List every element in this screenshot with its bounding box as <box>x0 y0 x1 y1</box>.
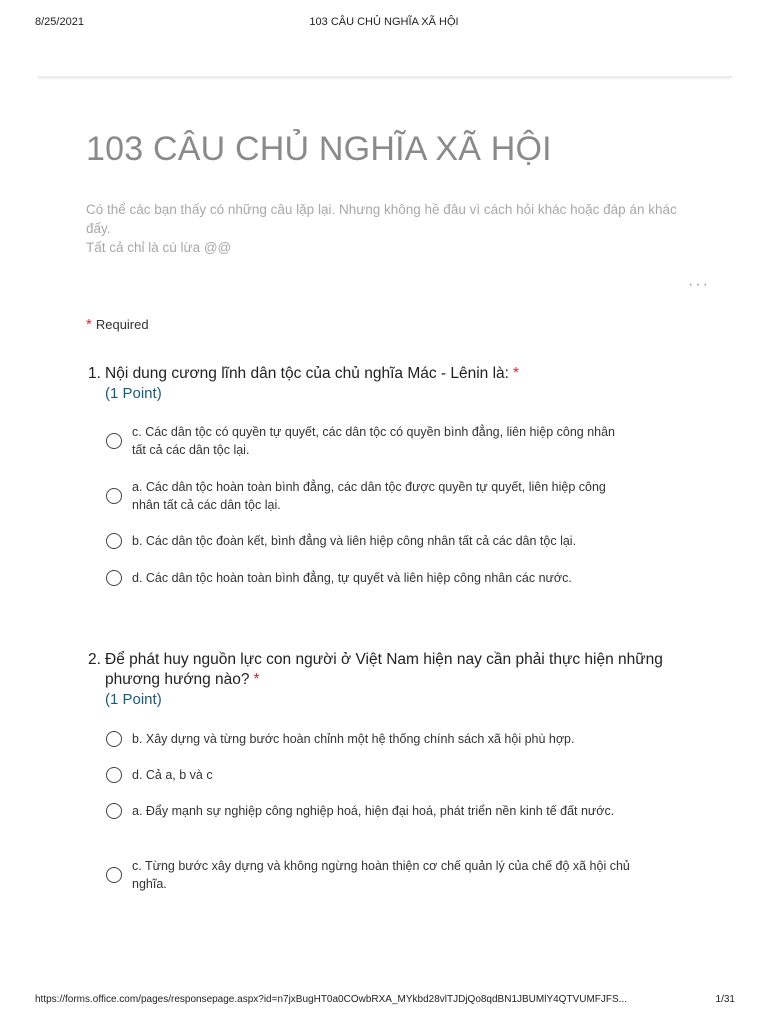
radio-button-icon[interactable] <box>106 767 122 783</box>
answer-option[interactable] <box>106 569 632 587</box>
option-label[interactable]: c. Các dân tộc có quyền tự quyết, các dân tộc có quyền bình đẳng, liên hiệp công nhân tất cả các dân tộc lại. <box>132 425 616 457</box>
radio-button-icon[interactable] <box>106 433 122 449</box>
option-label[interactable]: c. Từng bước xây dựng và không ngừng hoàn thiện cơ chế quản lý của chế độ xã hội chủ nghĩa. <box>132 859 630 891</box>
print-doc-title: 103 CÂU CHỦ NGHĨA XÃ HỘI <box>309 16 459 28</box>
answer-option[interactable] <box>106 802 632 820</box>
required-star: * <box>253 671 260 688</box>
required-label: Required <box>95 317 149 332</box>
radio-button-icon[interactable] <box>106 488 122 504</box>
question-points: (1 Point) <box>105 691 162 708</box>
answer-option[interactable] <box>106 423 632 459</box>
form-title: 103 CÂU CHỦ NGHĨA XÃ HỘI <box>86 130 552 168</box>
answer-option[interactable] <box>106 730 632 748</box>
question-number: 1. <box>88 365 101 382</box>
print-date: 8/25/2021 <box>35 16 84 28</box>
question-1 <box>88 364 708 404</box>
radio-button-icon[interactable] <box>106 570 122 586</box>
form-description-line: Tất cả chỉ là cú lừa @@ <box>86 240 232 255</box>
form-description-line: Có thể các bạn thấy có những câu lặp lại. Nhưng không hề đâu vì cách hỏi khác hoặc đáp án khác đấy. <box>86 202 681 236</box>
radio-button-icon[interactable] <box>106 867 122 883</box>
print-url: https://forms.office.com/pages/responsepage.aspx?id=n7jxBugHT0a0COwbRXA_MYkbd28vlTJDjQo8qdBN1JBUMlY4QTVUMFJFS... <box>35 994 628 1005</box>
radio-button-icon[interactable] <box>106 731 122 747</box>
form-description <box>86 200 686 257</box>
radio-button-icon[interactable] <box>106 533 122 549</box>
required-note <box>86 316 149 333</box>
option-label[interactable]: b. Các dân tộc đoàn kết, bình đẳng và liên hiệp công nhân tất cả các dân tộc lại. <box>132 534 577 548</box>
question-2 <box>88 650 708 710</box>
form-card-top-border <box>38 76 732 78</box>
option-label[interactable]: b. Xây dựng và từng bước hoàn chỉnh một hệ thống chính sách xã hội phù hợp. <box>132 732 575 746</box>
required-star: * <box>86 316 92 333</box>
print-page-number: 1/31 <box>715 994 735 1005</box>
question-text: Để phát huy nguồn lực con người ở Việt Nam hiện nay cần phải thực hiện những phương hướng nào? <box>105 651 663 688</box>
question-points: (1 Point) <box>105 385 162 402</box>
answer-option[interactable] <box>106 766 632 784</box>
required-star: * <box>512 365 520 382</box>
more-horizontal-icon[interactable]: ··· <box>688 276 710 293</box>
answer-option[interactable] <box>106 857 632 893</box>
answer-option[interactable] <box>106 532 632 550</box>
question-number: 2. <box>88 651 101 668</box>
answer-option[interactable] <box>106 478 632 514</box>
question-text: Nội dung cương lĩnh dân tộc của chủ nghĩa Mác - Lênin là: <box>105 365 509 382</box>
option-label[interactable]: a. Đẩy mạnh sự nghiệp công nghiệp hoá, hiện đại hoá, phát triển nền kinh tế đất nước. <box>132 804 615 818</box>
option-label[interactable]: a. Các dân tộc hoàn toàn bình đẳng, các dân tộc được quyền tự quyết, liên hiệp công nhân tất cả các dân tộc lại. <box>132 480 606 512</box>
option-label[interactable]: d. Cả a, b và c <box>132 768 213 782</box>
radio-button-icon[interactable] <box>106 803 122 819</box>
option-label[interactable]: d. Các dân tộc hoàn toàn bình đẳng, tự quyết và liên hiệp công nhân các nước. <box>132 571 572 585</box>
